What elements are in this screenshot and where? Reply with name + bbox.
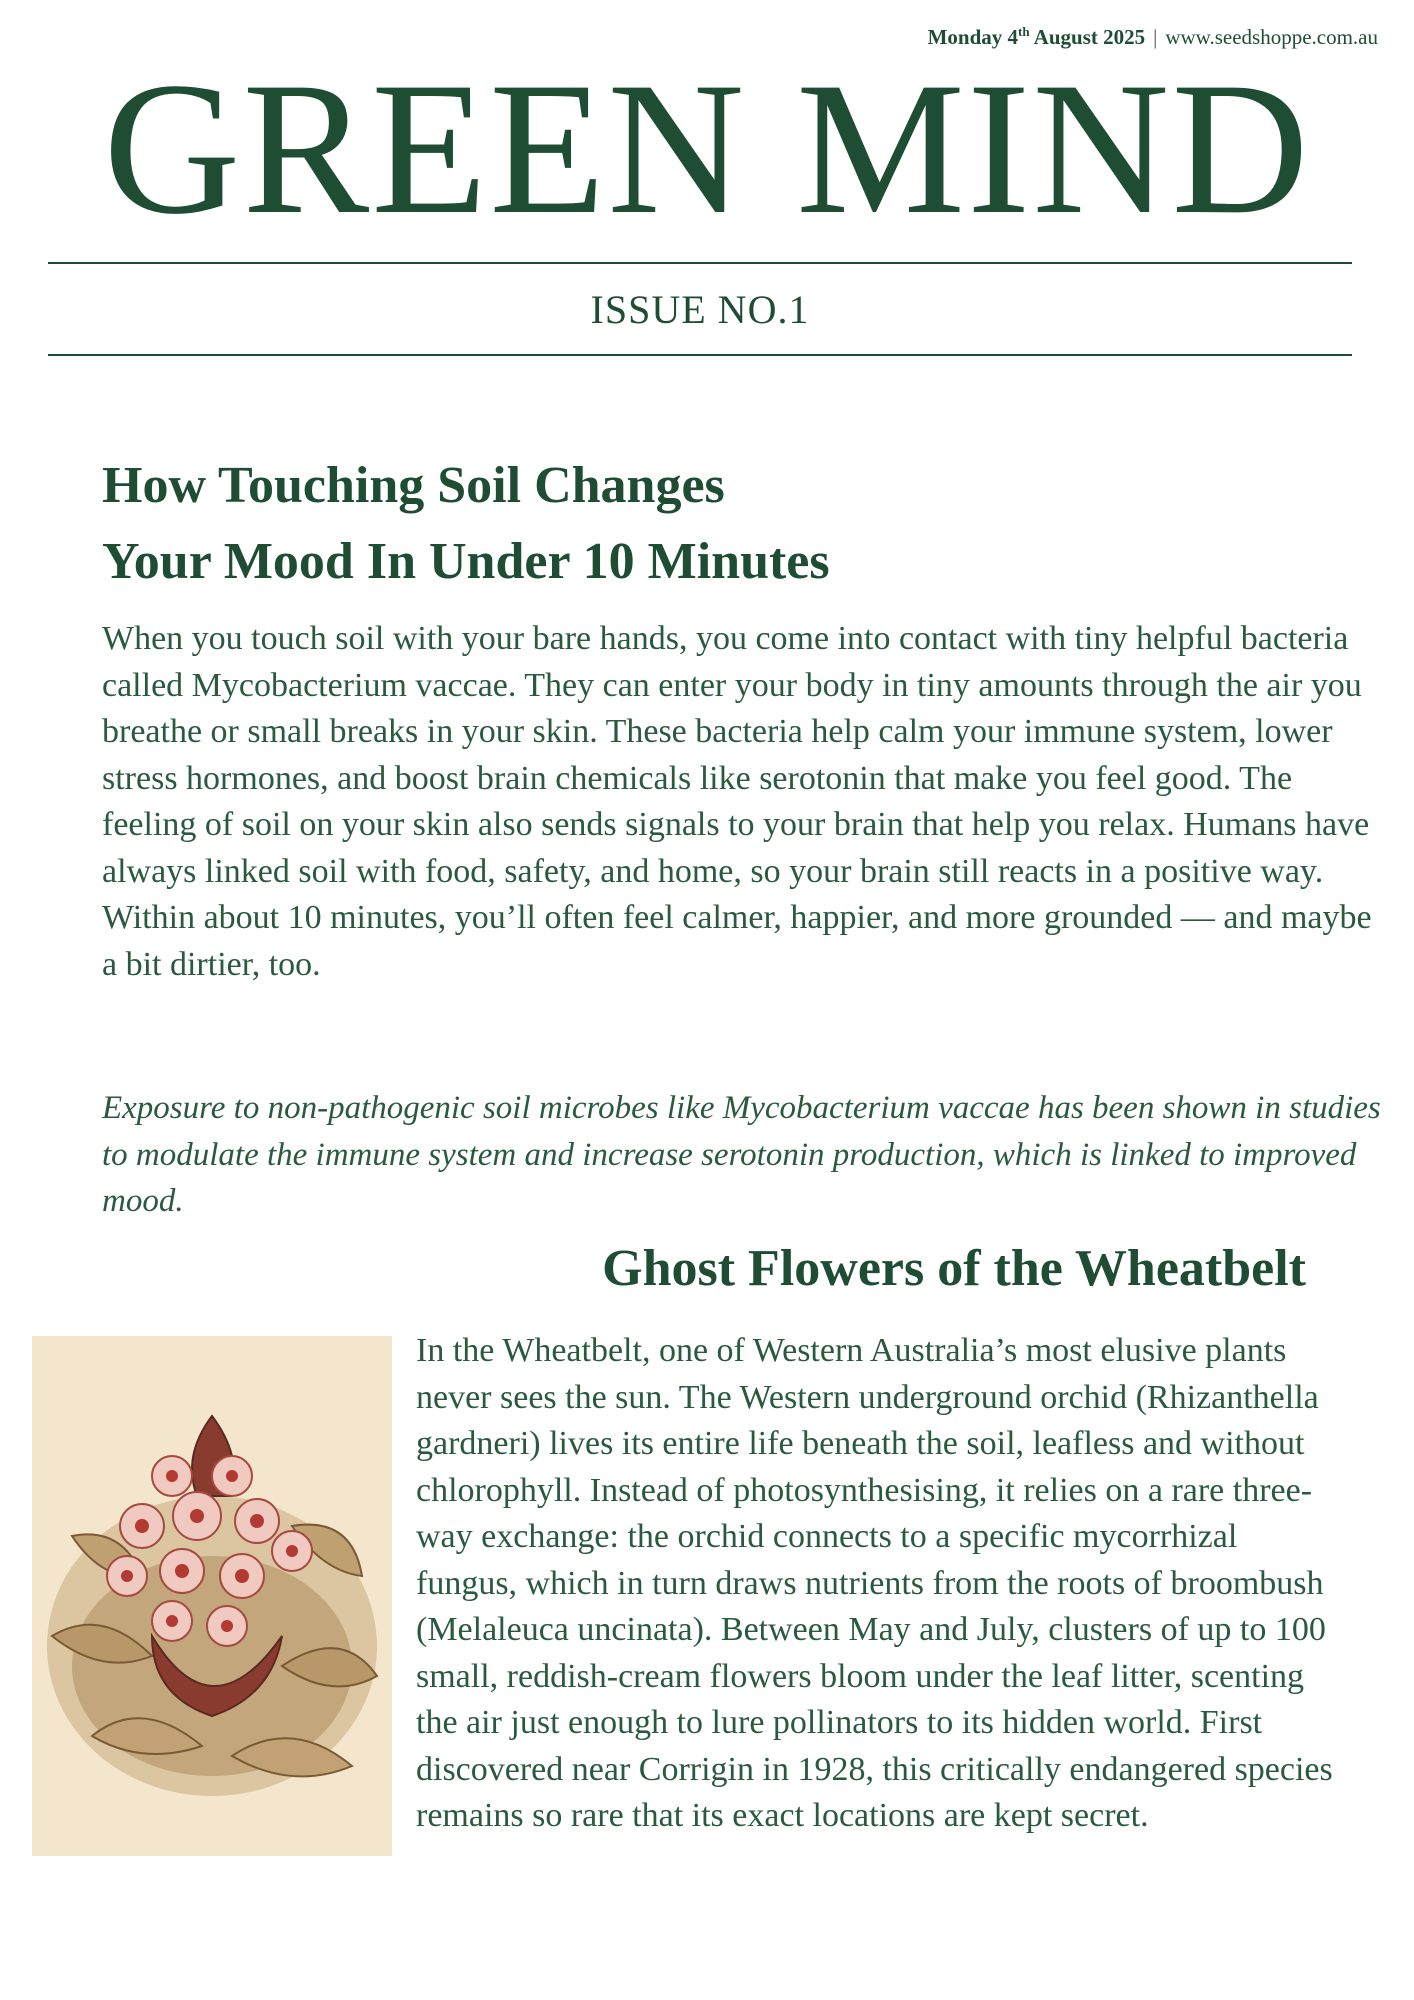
title-line-2: Your Mood In Under 10 Minutes <box>102 533 830 590</box>
title-line-1: How Touching Soil Changes <box>102 457 725 514</box>
issue-number: ISSUE NO.1 <box>590 287 810 332</box>
article-title-soil <box>102 448 1302 600</box>
article-body-ghost-flowers: In the Wheatbelt, one of Western Australia’s most elusive plants never sees the sun. The Western underground orchid (Rhizanthella gardneri) lives its entire life beneath the soil, leafless and without chlorophyll. Instead of photosynthesising, it relies on a rare three-way exchange: the orchid connects to a specific mycorrhizal fungus, which in turn draws nutrients from the roots of broombush (Melaleuca uncinata). Between May and July, clusters of up to 100 small, reddish-cream flowers bloom under the leaf litter, scenting the air just enough to lure pollinators to its hidden world. First discovered near Corrigin in 1928, this critically endangered species remains so rare that its exact locations are kept secret. <box>416 1332 1333 1834</box>
bottom-divider <box>48 354 1352 356</box>
orchid-illustration <box>32 1336 392 1856</box>
pull-quote: Exposure to non-pathogenic soil microbes like Mycobacterium vaccae has been shown in studies to modulate the immune system and increase serotonin production, which is linked to improved mood. <box>102 1090 1381 1219</box>
issue-date: Monday 4th August 2025 <box>927 24 1146 49</box>
website-link[interactable]: www.seedshoppe.com.au <box>1165 25 1378 49</box>
article-title-ghost-flowers: Ghost Flowers of the Wheatbelt <box>602 1240 1306 1297</box>
separator: | <box>1153 25 1158 49</box>
top-divider <box>48 262 1352 264</box>
masthead-title: GREEN MIND <box>103 44 1311 254</box>
article-body-soil: When you touch soil with your bare hands, you come into contact with tiny helpful bacteria called Mycobacterium vaccae. They can enter your body in tiny amounts through the air you breathe or small breaks in your skin. These bacteria help calm your immune system, lower stress hormones, and boost brain chemicals like serotonin that make you feel good. The feeling of soil on your skin also sends signals to your brain that help you relax. Humans have always linked soil with food, safety, and home, so your brain still reacts in a positive way. Within about 10 minutes, you’ll often feel calmer, happier, and more grounded — and maybe a bit dirtier, too. <box>102 620 1372 983</box>
